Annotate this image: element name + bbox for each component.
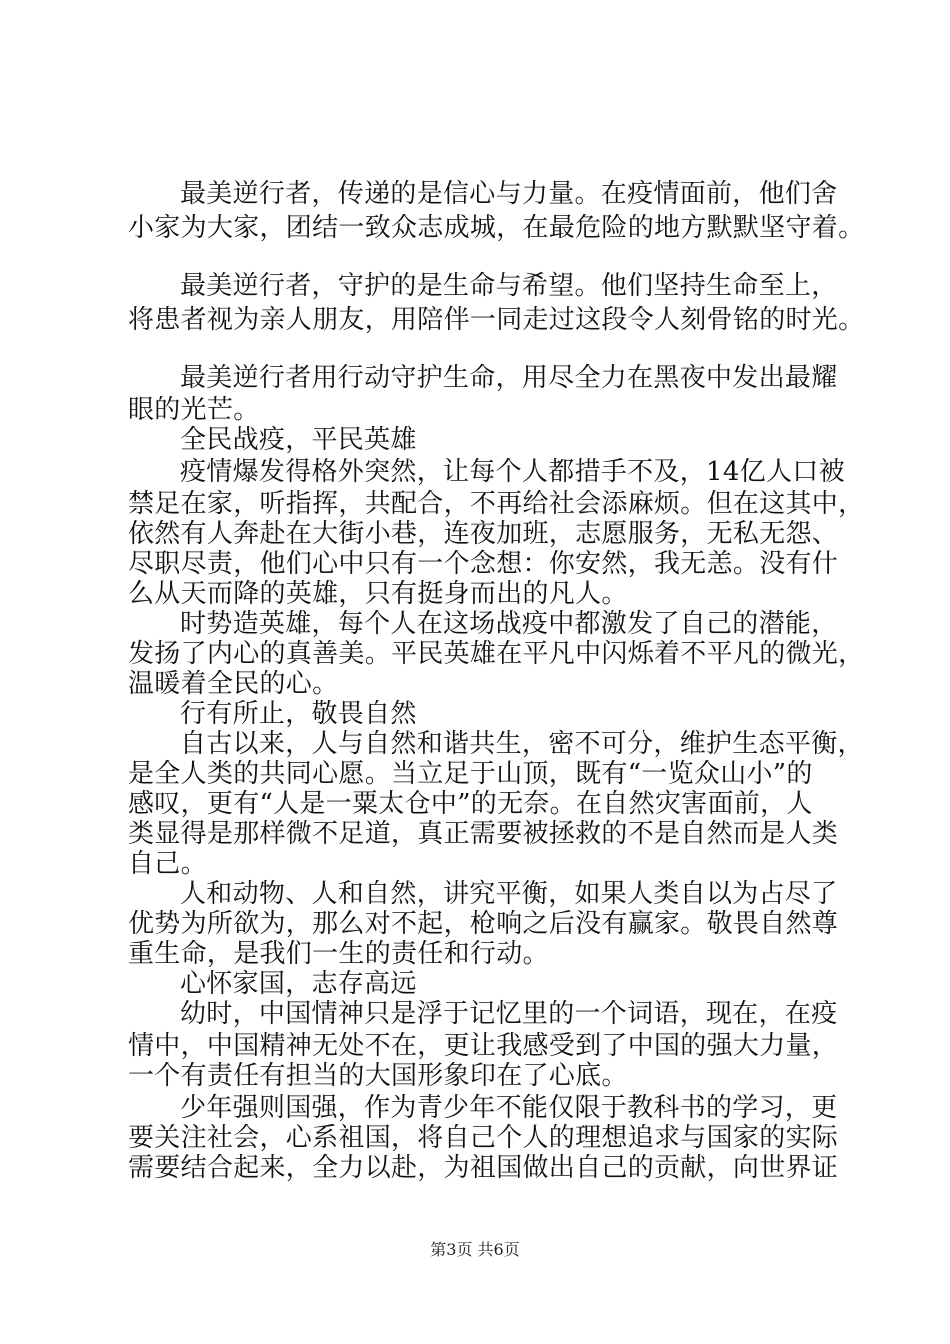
paragraph-9-line-2: 优势为所欲为，那么对不起，枪响之后没有赢家。敬畏自然尊	[128, 909, 839, 939]
paragraph-5-line-4: 尽职尽责，他们心中只有一个念想：你安然，我无恙。没有什	[128, 549, 839, 579]
paragraph-1-line-2: 小家为大家，团结一致众志成城，在最危险的地方默默坚守着。	[128, 213, 865, 243]
paragraph-5-line-2: 禁足在家，听指挥，共配合，不再给社会添麻烦。但在这其中，	[128, 489, 865, 519]
paragraph-5-line-1: 疫情爆发得格外突然，让每个人都措手不及，14亿人口被	[180, 457, 845, 487]
paragraph-2-line-2: 将患者视为亲人朋友，用陪伴一同走过这段令人刻骨铭的时光。	[128, 305, 865, 335]
paragraph-12-line-3: 需要结合起来，全力以赴，为祖国做出自己的贡献，向世界证	[128, 1153, 839, 1183]
paragraph-9-line-3: 重生命，是我们一生的责任和行动。	[128, 939, 549, 969]
paragraph-11-line-3: 一个有责任有担当的大国形象印在了心底。	[128, 1061, 628, 1091]
paragraph-5-line-5: 么从天而降的英雄，只有挺身而出的凡人。	[128, 579, 628, 609]
paragraph-3-line-2: 眼的光芒。	[128, 395, 260, 425]
paragraph-1-line-1: 最美逆行者，传递的是信心与力量。在疫情面前，他们舍	[180, 179, 838, 209]
paragraph-8-line-5: 自己。	[128, 849, 207, 879]
paragraph-3-line-1: 最美逆行者用行动守护生命，用尽全力在黑夜中发出最耀	[180, 363, 838, 393]
paragraph-5-line-3: 依然有人奔赴在大街小巷，连夜加班，志愿服务，无私无怨、	[128, 519, 839, 549]
paragraph-8-line-4: 类显得是那样微不足道，真正需要被拯救的不是自然而是人类	[128, 819, 839, 849]
paragraph-9-line-1: 人和动物、人和自然，讲究平衡，如果人类自以为占尽了	[180, 879, 838, 909]
paragraph-2-line-1: 最美逆行者，守护的是生命与希望。他们坚持生命至上，	[180, 271, 838, 301]
paragraph-11-line-1: 幼时，中国情神只是浮于记忆里的一个词语，现在，在疫	[180, 999, 838, 1029]
paragraph-11-line-2: 情中，中国精神无处不在，更让我感受到了中国的强大力量，	[128, 1031, 839, 1061]
paragraph-8-line-1: 自古以来，人与自然和谐共生，密不可分，维护生态平衡，	[180, 729, 864, 759]
page-footer: 第3页 共6页	[430, 1240, 520, 1259]
section-heading-2: 行有所止，敬畏自然	[180, 699, 417, 729]
paragraph-6-line-2: 发扬了内心的真善美。平民英雄在平凡中闪烁着不平凡的微光，	[128, 639, 865, 669]
paragraph-6-line-3: 温暖着全民的心。	[128, 669, 339, 699]
paragraph-8-line-2: 是全人类的共同心愿。当立足于山顶，既有“一览众山小”的	[128, 759, 813, 789]
section-heading-1: 全民战疫，平民英雄	[180, 425, 417, 455]
paragraph-12-line-1: 少年强则国强，作为青少年不能仅限于教科书的学习，更	[180, 1093, 838, 1123]
paragraph-12-line-2: 要关注社会，心系祖国，将自己个人的理想追求与国家的实际	[128, 1123, 839, 1153]
section-heading-3: 心怀家国，志存高远	[180, 969, 417, 999]
paragraph-8-line-3: 感叹，更有“人是一粟太仓中”的无奈。在自然灾害面前，人	[128, 789, 813, 819]
paragraph-6-line-1: 时势造英雄，每个人在这场战疫中都激发了自己的潜能，	[180, 609, 838, 639]
